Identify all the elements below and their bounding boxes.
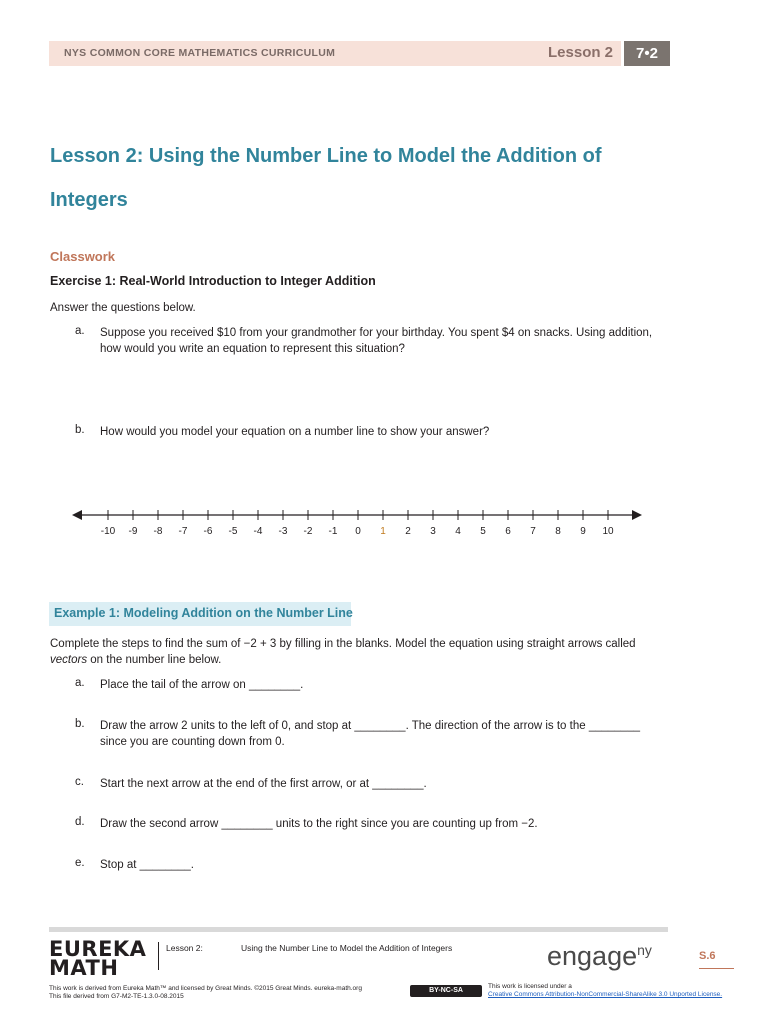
example-1-item-d-text: Draw the second arrow ________ units to the right since you are counting up from −2.: [100, 818, 538, 830]
exercise-1-item-b-label: b.: [75, 424, 85, 436]
example-1-item-e-label: e.: [75, 857, 85, 869]
footer-lesson: Lesson 2:: [166, 943, 203, 953]
number-line-label: 8: [555, 526, 561, 537]
number-line-label: 2: [405, 526, 411, 537]
example-1-intro-text-end: on the number line below.: [87, 654, 222, 666]
license-text: This work is licensed under a: [488, 983, 572, 990]
page-title: [50, 134, 670, 222]
example-1-intro-emphasis: vectors: [50, 654, 88, 666]
number-line-label: -3: [278, 526, 288, 537]
number-line-label: -6: [203, 526, 213, 537]
number-line: [70, 500, 650, 550]
number-line-label: -4: [253, 526, 263, 537]
example-1-item-c-text: Start the next arrow at the end of the first arrow, or at ________.: [100, 778, 427, 790]
number-line-label: 1: [380, 526, 386, 537]
page-title-line-2: Integers: [50, 189, 128, 211]
example-1-item-e-text: Stop at ________.: [100, 859, 194, 871]
eureka-logo-line-1: EUREKA: [49, 937, 147, 961]
example-1-intro: [50, 636, 670, 668]
left-arrowhead-icon: [72, 510, 82, 520]
number-line-label: 9: [580, 526, 586, 537]
curriculum-title: NYS COMMON CORE MATHEMATICS CURRICULUM: [64, 47, 336, 59]
number-line-label: -10: [100, 526, 116, 537]
footer-lesson-name: Using the Number Line to Model the Addition of Integers: [241, 943, 453, 953]
number-line-label: -7: [178, 526, 188, 537]
example-1-intro-text: Complete the steps to find the sum of −2 + 3 by filling in the blanks. Model the equation using straight arrows called: [50, 638, 636, 650]
page-number: S.6: [699, 950, 716, 962]
page-title-line-1: Lesson 2: Using the Number Line to Model the Addition of: [50, 145, 602, 167]
footer-divider: [158, 942, 159, 970]
license-link[interactable]: Creative Commons Attribution-NonCommercial-ShareAlike 3.0 Unported License.: [488, 991, 723, 998]
example-1-title: Example 1: Modeling Addition on the Number Line: [54, 606, 353, 620]
number-line-label: 3: [430, 526, 436, 537]
engageny-logo-sup: ny: [637, 942, 652, 958]
example-1-item-c-label: c.: [75, 776, 84, 788]
eureka-math-logo: [49, 937, 147, 980]
number-line-label: 5: [480, 526, 486, 537]
eureka-logo-line-2: MATH: [49, 956, 119, 980]
number-line-label: -2: [303, 526, 313, 537]
exercise-1-item-b-text: How would you model your equation on a number line to show your answer?: [100, 426, 490, 438]
example-1-item-a-text: Place the tail of the arrow on ________.: [100, 679, 304, 691]
cc-license-badge[interactable]: BY-NC-SA: [410, 985, 482, 997]
footer-rule: [49, 927, 668, 932]
footer-derived-1: This work is derived from Eureka Math™ and licensed by Great Minds. ©2015 Great Minds. eureka-math.org: [49, 985, 362, 992]
footer-derived-2: This file derived from G7-M2-TE-1.3.0-08.2015: [49, 993, 184, 1000]
number-line-label: -5: [228, 526, 238, 537]
number-line-label: 6: [505, 526, 511, 537]
exercise-1-intro: Answer the questions below.: [50, 302, 196, 314]
header-lesson: Lesson 2: [548, 44, 614, 61]
right-arrowhead-icon: [632, 510, 642, 520]
number-line-label: 4: [455, 526, 461, 537]
number-line-label: -8: [153, 526, 163, 537]
exercise-1-item-a-text: Suppose you received $10 from your grandmother for your birthday. You spent $4 on snacks. Using addition, how would you write an equation to represent this situation?: [100, 327, 653, 355]
number-line-label: -9: [128, 526, 138, 537]
engageny-logo-text: engage: [547, 941, 638, 971]
number-line-label: 0: [355, 526, 361, 537]
example-1-item-a-label: a.: [75, 677, 85, 689]
engageny-logo: [547, 941, 652, 972]
grade-module-badge: 7•2: [624, 41, 670, 66]
number-line-label: 10: [602, 526, 614, 537]
page-number-rule: [699, 968, 734, 969]
example-1-item-b-text: Draw the arrow 2 units to the left of 0, and stop at ________. The direction of the arrow is to the ________ since you are counting down from 0.: [100, 720, 640, 748]
exercise-1-item-a-label: a.: [75, 325, 85, 337]
number-line-label: 7: [530, 526, 536, 537]
exercise-1-title: Exercise 1: Real-World Introduction to Integer Addition: [50, 274, 376, 288]
classwork-heading: Classwork: [50, 249, 116, 264]
number-line-label: -1: [328, 526, 338, 537]
example-1-item-b-label: b.: [75, 718, 85, 730]
example-1-item-d-label: d.: [75, 816, 85, 828]
